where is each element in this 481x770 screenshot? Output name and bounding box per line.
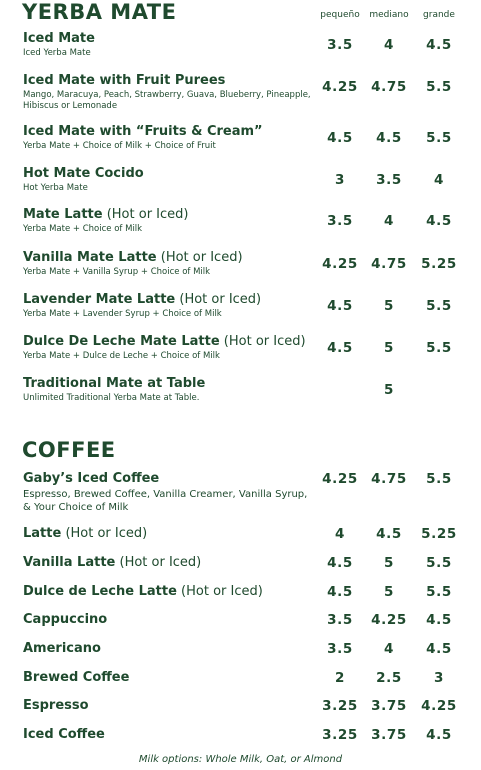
price-mediano: 4 bbox=[384, 37, 394, 53]
item-name-line bbox=[23, 471, 313, 487]
price-mediano: 4.25 bbox=[371, 612, 407, 628]
price-grande: 5.25 bbox=[421, 526, 457, 542]
price-grande: 5.5 bbox=[426, 584, 452, 600]
menu-item-dulce-de-leche-mate-latte bbox=[23, 334, 313, 362]
item-name: Gaby’s Iced Coffee bbox=[23, 471, 160, 486]
item-description: Mango, Maracuya, Peach, Strawberry, Guava, Blueberry, Pineapple, Hibiscus or Lemonade bbox=[23, 90, 311, 111]
item-serving-option: (Hot or Iced) bbox=[102, 207, 189, 222]
item-name-line bbox=[23, 526, 313, 542]
menu-item-vanilla-latte bbox=[23, 555, 313, 571]
item-description: Yerba Mate + Choice of Milk + Choice of Fruit bbox=[23, 141, 216, 151]
item-name-line bbox=[23, 555, 313, 571]
price-mediano: 4.5 bbox=[376, 130, 402, 146]
item-name: Vanilla Latte bbox=[23, 555, 116, 570]
price-pequeno: 3.25 bbox=[322, 727, 358, 743]
price-grande: 4.5 bbox=[426, 727, 452, 743]
price-mediano: 5 bbox=[384, 340, 394, 356]
item-name: Iced Coffee bbox=[23, 727, 105, 742]
item-name-line bbox=[23, 292, 313, 308]
item-name: Espresso bbox=[23, 698, 89, 713]
item-name-line bbox=[23, 124, 313, 140]
size-header-grande: grande bbox=[423, 10, 455, 20]
coffee-section-title: COFFEE bbox=[22, 438, 116, 462]
price-grande: 5.5 bbox=[426, 298, 452, 314]
price-grande: 3 bbox=[434, 670, 444, 686]
price-mediano: 4.75 bbox=[371, 79, 407, 95]
item-name-line bbox=[23, 727, 313, 743]
price-pequeno: 4.5 bbox=[327, 555, 353, 571]
item-name-line bbox=[23, 612, 313, 628]
price-pequeno: 2 bbox=[335, 670, 345, 686]
item-name-line bbox=[23, 641, 313, 657]
item-serving-option: (Hot or Iced) bbox=[219, 334, 306, 349]
menu-item-iced-mate-with-fruits-cream bbox=[23, 124, 313, 152]
menu-item-traditional-mate-at-table bbox=[23, 376, 313, 404]
price-mediano: 4.75 bbox=[371, 471, 407, 487]
menu-item-iced-mate-with-fruit-purees bbox=[23, 73, 313, 112]
item-name-line bbox=[23, 698, 313, 714]
item-serving-option: (Hot or Iced) bbox=[156, 250, 243, 265]
price-mediano: 4.5 bbox=[376, 526, 402, 542]
price-mediano: 5 bbox=[384, 298, 394, 314]
item-name-line bbox=[23, 376, 313, 392]
item-serving-option: (Hot or Iced) bbox=[176, 584, 263, 599]
item-name: Traditional Mate at Table bbox=[23, 376, 206, 391]
item-description: Yerba Mate + Lavender Syrup + Choice of Milk bbox=[23, 309, 222, 319]
price-pequeno: 4.5 bbox=[327, 298, 353, 314]
item-name: Vanilla Mate Latte bbox=[23, 250, 157, 265]
price-pequeno: 4.25 bbox=[322, 79, 358, 95]
price-pequeno: 4.5 bbox=[327, 130, 353, 146]
menu-item-latte bbox=[23, 526, 313, 542]
item-name: Lavender Mate Latte bbox=[23, 292, 176, 307]
menu-item-cappuccino bbox=[23, 612, 313, 628]
item-description: Unlimited Traditional Yerba Mate at Table. bbox=[23, 393, 200, 403]
menu-item-brewed-coffee bbox=[23, 670, 313, 686]
item-name-line bbox=[23, 670, 313, 686]
price-mediano: 5 bbox=[384, 382, 394, 398]
price-grande: 5.5 bbox=[426, 79, 452, 95]
menu-item-iced-mate bbox=[23, 31, 313, 59]
price-pequeno: 3.25 bbox=[322, 698, 358, 714]
item-name-line bbox=[23, 584, 313, 600]
price-pequeno: 3.5 bbox=[327, 612, 353, 628]
menu-item-hot-mate-cocido bbox=[23, 166, 313, 194]
item-name: Brewed Coffee bbox=[23, 670, 130, 685]
price-mediano: 2.5 bbox=[376, 670, 402, 686]
item-name-line bbox=[23, 334, 313, 350]
size-header-pequeno: pequeño bbox=[320, 10, 360, 20]
menu-item-lavender-mate-latte bbox=[23, 292, 313, 320]
price-mediano: 4 bbox=[384, 641, 394, 657]
item-name: Iced Mate bbox=[23, 31, 95, 46]
menu-item-gabys-iced-coffee bbox=[23, 471, 313, 514]
price-mediano: 3.5 bbox=[376, 172, 402, 188]
price-mediano: 4.75 bbox=[371, 256, 407, 272]
item-serving-option: (Hot or Iced) bbox=[61, 526, 148, 541]
item-serving-option: (Hot or Iced) bbox=[175, 292, 262, 307]
price-grande: 5.5 bbox=[426, 555, 452, 571]
price-grande: 4.5 bbox=[426, 612, 452, 628]
price-mediano: 5 bbox=[384, 555, 394, 571]
price-pequeno: 4.5 bbox=[327, 340, 353, 356]
item-name: Iced Mate with “Fruits & Cream” bbox=[23, 124, 263, 139]
price-grande: 4.5 bbox=[426, 37, 452, 53]
price-mediano: 4 bbox=[384, 213, 394, 229]
menu-item-americano bbox=[23, 641, 313, 657]
item-name-line bbox=[23, 73, 313, 89]
menu-item-espresso bbox=[23, 698, 313, 714]
price-pequeno: 4.25 bbox=[322, 256, 358, 272]
milk-options-note: Milk options: Whole Milk, Oat, or Almond bbox=[138, 754, 343, 765]
menu-item-dulce-de-leche-latte bbox=[23, 584, 313, 600]
item-name: Hot Mate Cocido bbox=[23, 166, 144, 181]
price-grande: 5.5 bbox=[426, 471, 452, 487]
menu-item-iced-coffee bbox=[23, 727, 313, 743]
price-grande: 4 bbox=[434, 172, 444, 188]
item-name: Mate Latte bbox=[23, 207, 103, 222]
yerba-mate-section-title: YERBA MATE bbox=[22, 0, 177, 24]
price-pequeno: 3.5 bbox=[327, 213, 353, 229]
menu-item-vanilla-mate-latte bbox=[23, 250, 313, 278]
item-name-line bbox=[23, 166, 313, 182]
price-pequeno: 4.5 bbox=[327, 584, 353, 600]
price-mediano: 5 bbox=[384, 584, 394, 600]
item-description: Iced Yerba Mate bbox=[23, 48, 91, 58]
price-grande: 4.25 bbox=[421, 698, 457, 714]
price-mediano: 3.75 bbox=[371, 698, 407, 714]
item-name: Iced Mate with Fruit Purees bbox=[23, 73, 226, 88]
item-description: Espresso, Brewed Coffee, Vanilla Creamer, Vanilla Syrup, & Your Choice of Milk bbox=[23, 489, 308, 513]
price-pequeno: 4.25 bbox=[322, 471, 358, 487]
size-header-mediano: mediano bbox=[369, 10, 409, 20]
price-mediano: 3.75 bbox=[371, 727, 407, 743]
item-name: Dulce De Leche Mate Latte bbox=[23, 334, 220, 349]
item-name-line bbox=[23, 31, 313, 47]
item-name-line bbox=[23, 250, 313, 266]
item-description: Hot Yerba Mate bbox=[23, 183, 88, 193]
price-grande: 5.5 bbox=[426, 340, 452, 356]
item-name: Latte bbox=[23, 526, 62, 541]
item-name-line bbox=[23, 207, 313, 223]
item-name: Americano bbox=[23, 641, 101, 656]
item-name: Dulce de Leche Latte bbox=[23, 584, 177, 599]
price-grande: 5.5 bbox=[426, 130, 452, 146]
price-pequeno: 4 bbox=[335, 526, 345, 542]
item-description: Yerba Mate + Choice of Milk bbox=[23, 224, 143, 234]
price-pequeno: 3.5 bbox=[327, 641, 353, 657]
item-description: Yerba Mate + Dulce de Leche + Choice of Milk bbox=[23, 351, 220, 361]
price-pequeno: 3.5 bbox=[327, 37, 353, 53]
price-grande: 5.25 bbox=[421, 256, 457, 272]
price-pequeno: 3 bbox=[335, 172, 345, 188]
price-grande: 4.5 bbox=[426, 213, 452, 229]
item-serving-option: (Hot or Iced) bbox=[115, 555, 202, 570]
item-name: Cappuccino bbox=[23, 612, 108, 627]
item-description: Yerba Mate + Vanilla Syrup + Choice of Milk bbox=[23, 267, 211, 277]
price-grande: 4.5 bbox=[426, 641, 452, 657]
menu-item-mate-latte bbox=[23, 207, 313, 235]
